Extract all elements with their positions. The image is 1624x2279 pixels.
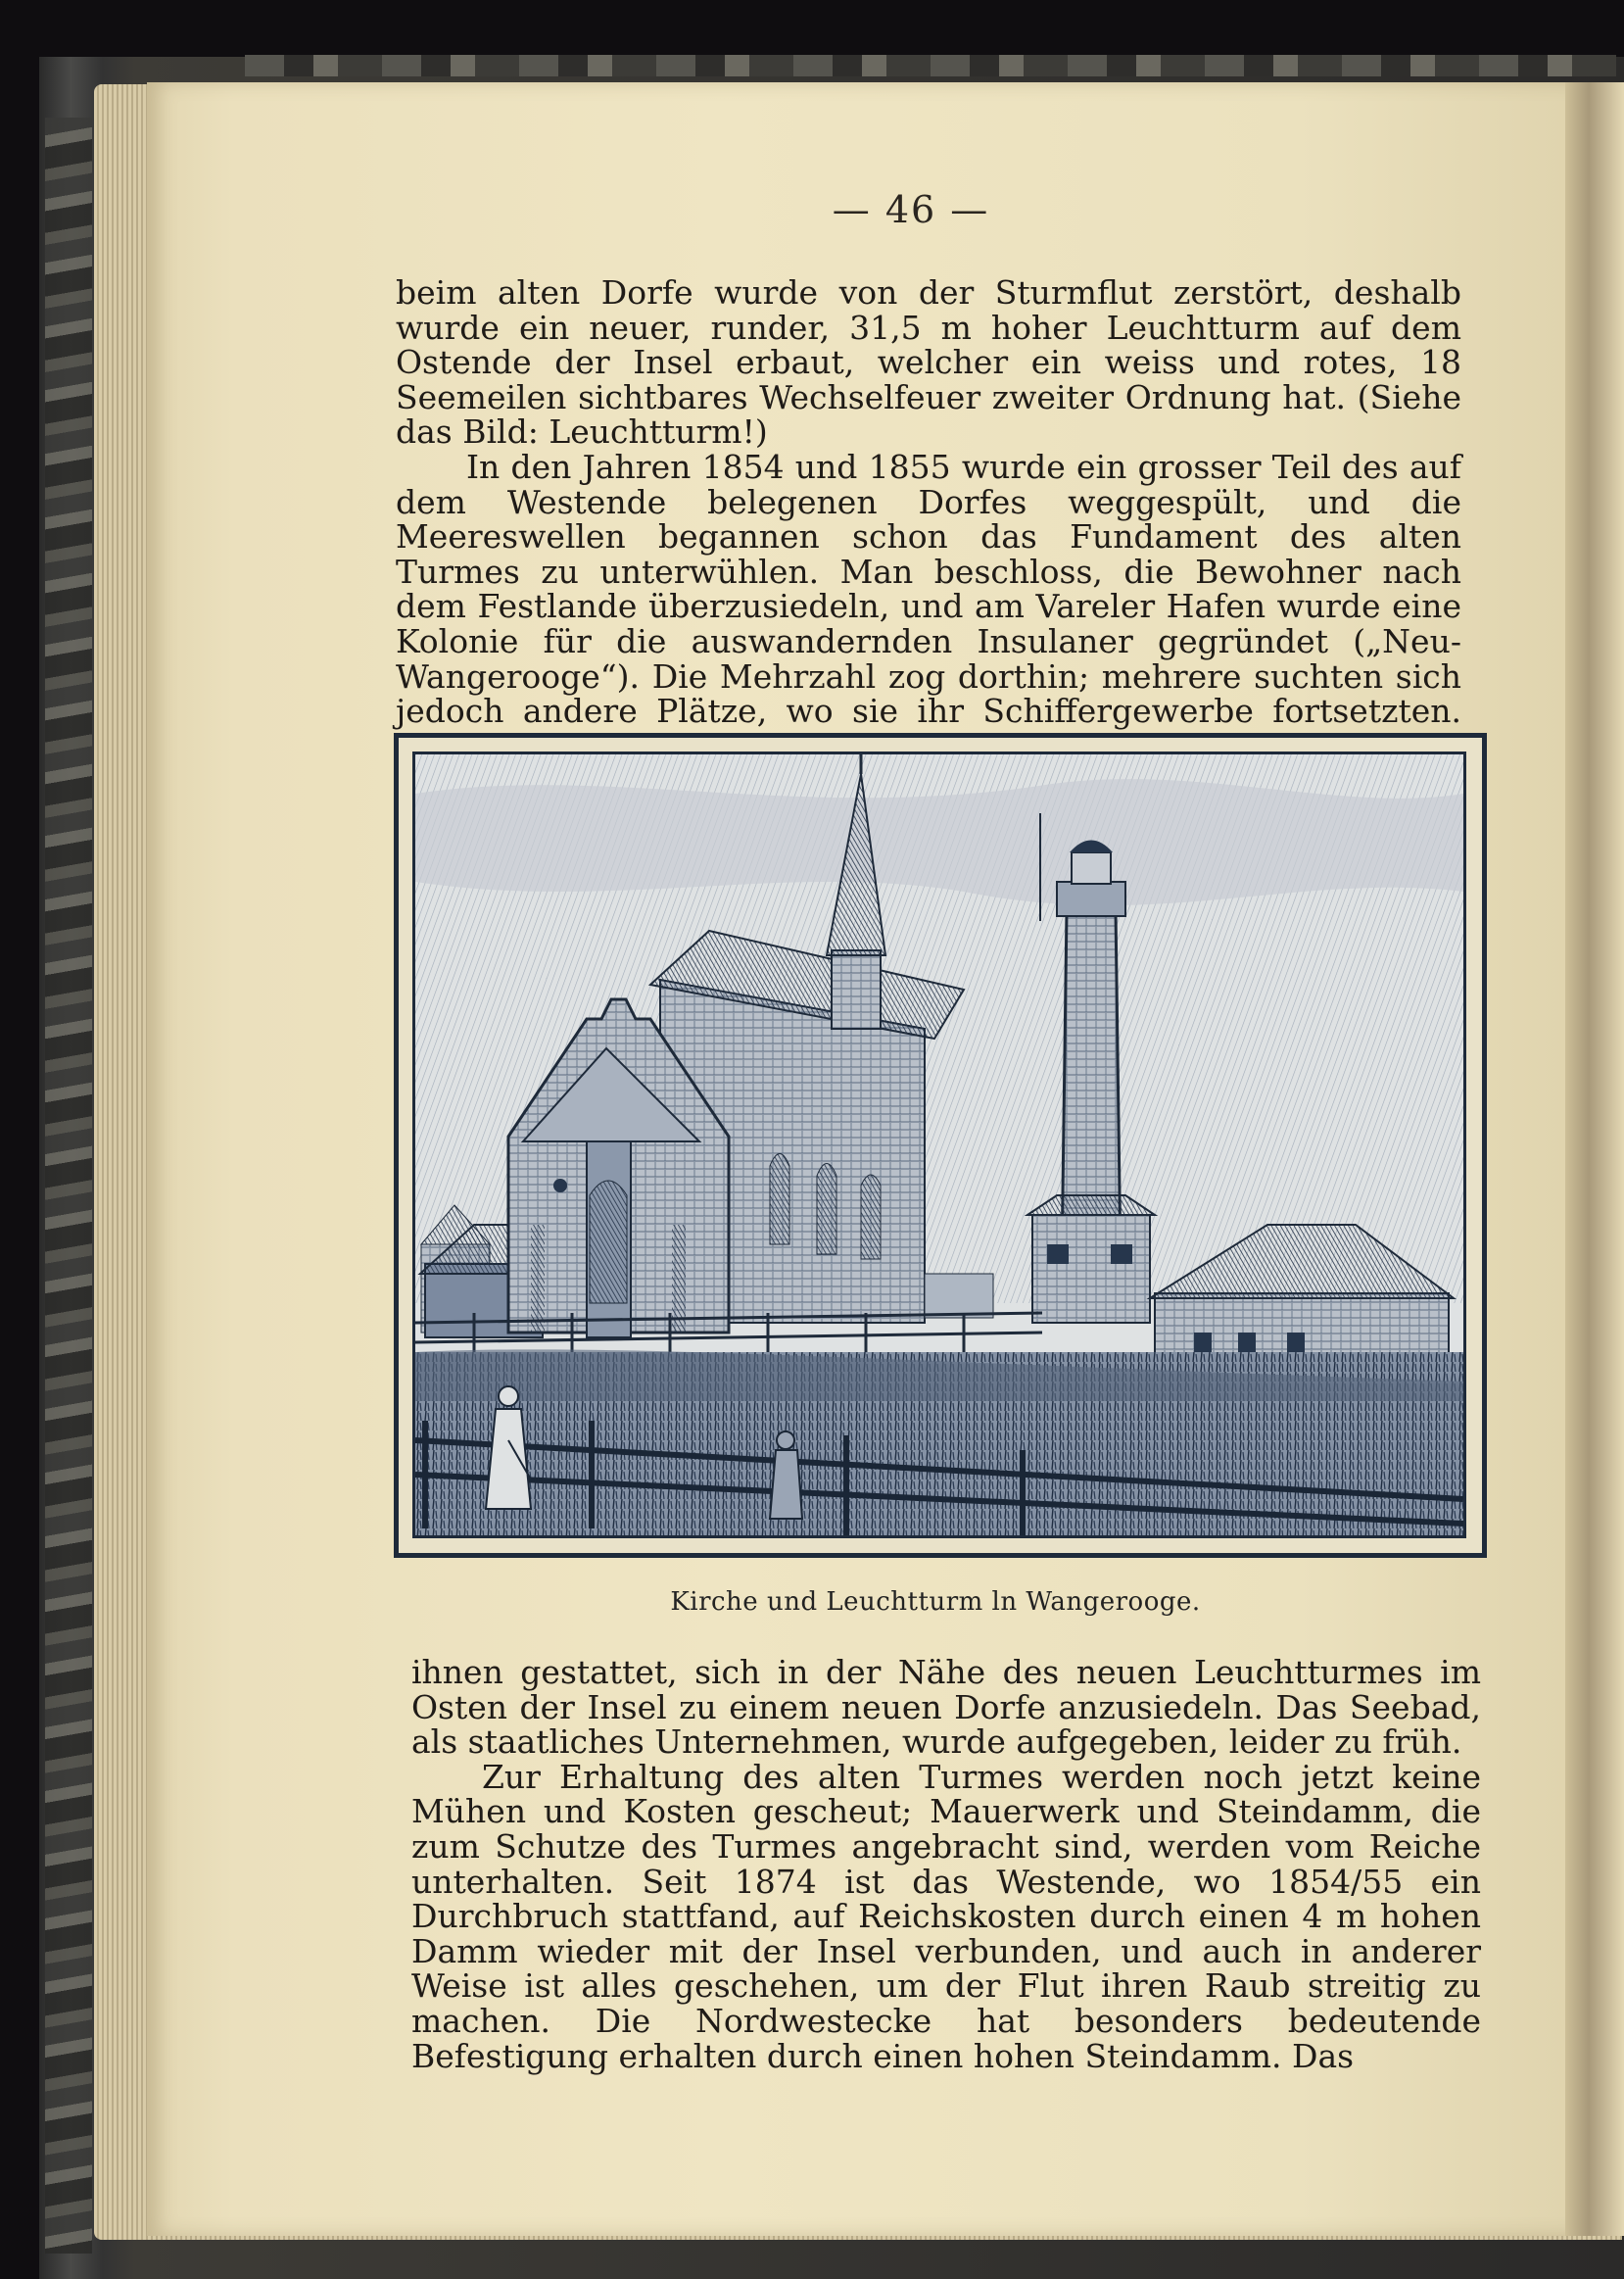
text-block-bottom: [411, 1655, 1481, 2073]
figure-caption: Kirche und Leuchtturm ln Wangerooge.: [670, 1587, 1201, 1617]
church-lighthouse-engraving: [415, 754, 1463, 1535]
paragraph-1: beim alten Dorfe wurde von der Sturmflut zerstört, deshalb wurde ein neuer, runder, 31,5 m hoher Leuchtturm auf dem Ostende der Insel erbaut, welcher ein weiss und rotes, 18 Seemeilen sichtbares Wechselfeuer zweiter Ordnung hat. (Siehe das Bild: Leuchtturm!): [396, 273, 1461, 452]
paragraph-2: In den Jahren 1854 und 1855 wurde ein grosser Teil des auf dem Westende belegenen Dorfes weggespült, und die Meereswellen begannen schon das Fundament des alten Turmes zu unterwühlen. Man beschloss, die Bewohner nach dem Festlande überzusiedeln, und am Vareler Hafen wurde eine Kolonie für die auswandernden Insulaner gegründet („Neu-Wangerooge“). Die Mehrzahl zog dorthin; mehrere suchten sich jedoch andere Plätze, wo sie ihr Schiffergewerbe fortsetzten.: [396, 447, 1461, 731]
illustration: [412, 752, 1466, 1538]
paragraph-4: Zur Erhaltung des alten Turmes werden noch jetzt keine Mühen und Kosten gescheut; Mauerwerk und Steindamm, die zum Schutze des Turmes angebracht sind, werden vom Reiche unterhalten. Seit 1874 ist das Westende, wo 1854/55 ein Durchbruch stattfand, auf Reichskosten durch einen 4 m hohen Damm wieder mit der Insel verbunden, und auch in anderer Weise ist alles geschehen, um der Flut ihren Raub streitig zu machen. Die Nordwestecke hat besonders bedeutende Befestigung erhalten durch einen hohen Steindamm. Das: [411, 1757, 1481, 2075]
paragraph-3: ihnen gestattet, sich in der Nähe des neuen Leuchtturmes im Osten der Insel zu einem neuen Dorfe anzusiedeln. Das Seebad, als staatliches Unternehmen, wurde aufgegeben, leider zu früh.: [411, 1653, 1481, 1762]
page-number: — 46 —: [832, 188, 990, 231]
page-gutter: [1565, 82, 1624, 2236]
marbled-cover-edge: [45, 118, 92, 2254]
illustration-frame: [394, 733, 1487, 1558]
text-block-top: [396, 275, 1461, 763]
cover-top-edge: [245, 55, 1616, 76]
